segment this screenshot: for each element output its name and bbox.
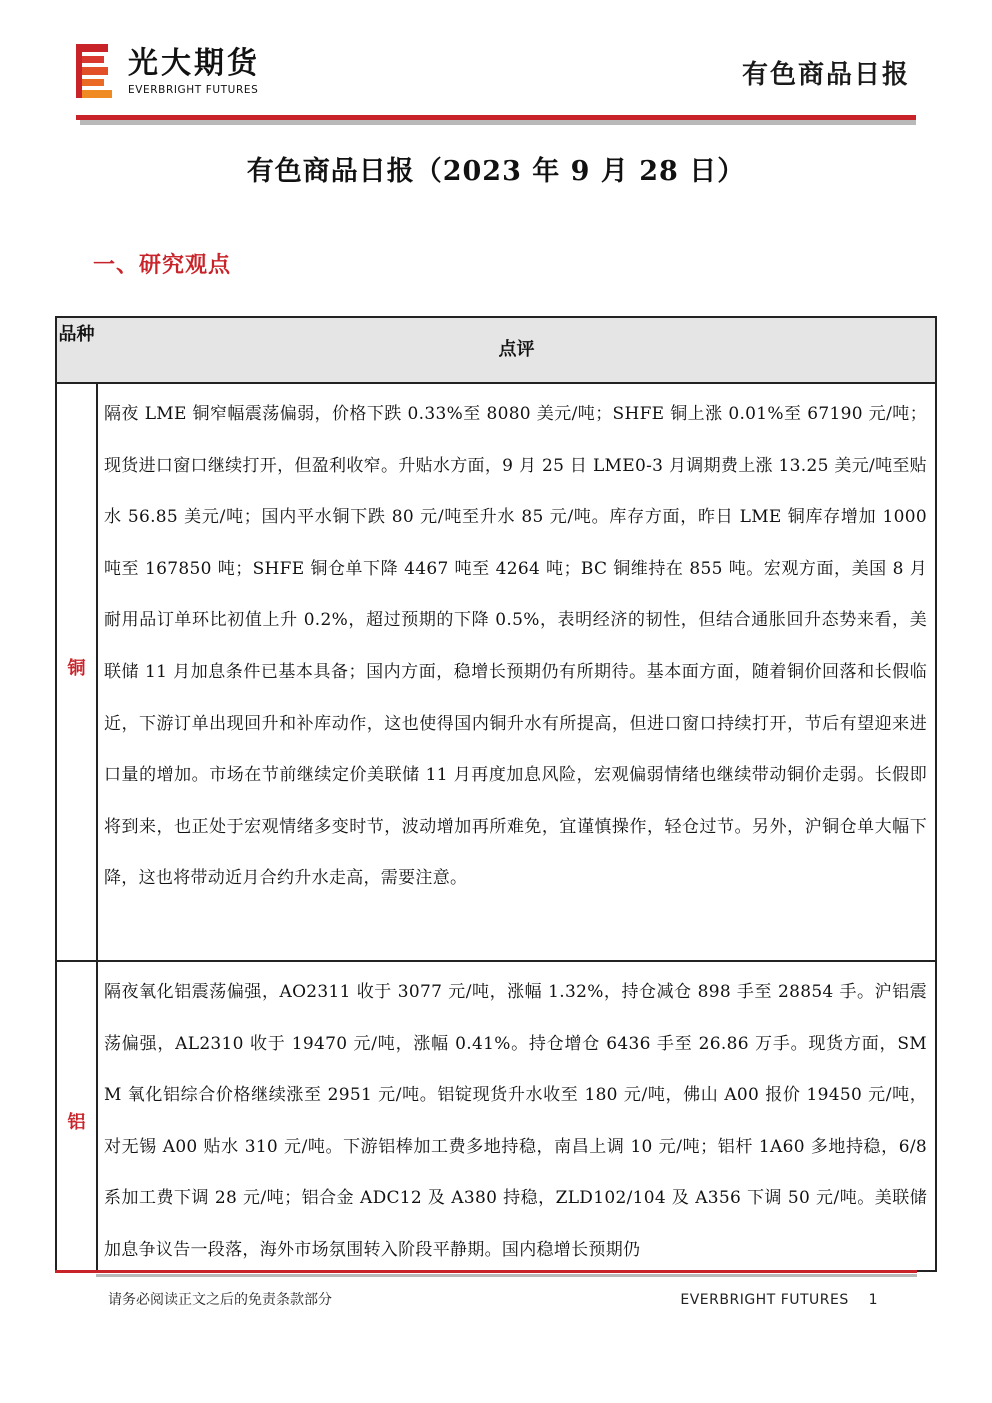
footer-brand: EVERBRIGHT FUTURES [680,1292,849,1308]
logo-chinese-name: 光大期货 [128,46,260,81]
variety-label-aluminum: 铝 [67,1112,86,1133]
header-report-name: 有色商品日报 [741,60,910,90]
research-table [55,316,937,1272]
footer-disclaimer: 请务必阅读正文之后的免责条款部分 [108,1292,332,1308]
document-title: 有色商品日报（2023 年 9 月 28 日） [246,156,746,187]
logo-english-name: EVERBRIGHT FUTURES [128,84,259,96]
aluminum-comment: 隔夜氧化铝震荡偏强，AO2311 收于 3077 元/吨，涨幅 1.32%，持仓减仓 898 手至 28854 手。沪铝震荡偏强，AL2310 收于 19470 元/吨，涨幅 0.41%。持仓增仓 6436 手至 26.86 万手。现货方面，SMM 氧化铝综合价格继续涨至 2951 元/吨。铝锭现货升水收至 180 元/吨，佛山 A00 报价 19450 元/吨，对无锡 A00 贴水 310 元/吨。下游铝棒加工费多地持稳，南昌上调 10 元/吨；铝杆 1A60 多地持稳，6/8 系加工费下调 28 元/吨；铝合金 ADC12 及 A380 持稳，ZLD102/104 及 A356 下调 50 元/吨。美联储加息争议告一段落，海外市场氛围转入阶段平静期。国内稳增长预期仍 [104,982,927,1260]
header-comment: 点评 [498,339,535,360]
footer-divider-shadow [96,1274,917,1277]
variety-label-copper: 铜 [67,658,86,679]
page-number: 1 [868,1292,878,1308]
footer-divider [55,1270,917,1273]
table-row-copper [57,384,935,962]
table-row-aluminum [57,962,935,1272]
copper-comment: 隔夜 LME 铜窄幅震荡偏弱，价格下跌 0.33%至 8080 美元/吨；SHFE 铜上涨 0.01%至 67190 元/吨；现货进口窗口继续打开，但盈利收窄。升贴水方面，9 月 25 日 LME0-3 月调期费上涨 13.25 美元/吨至贴水 56.85 美元/吨；国内平水铜下跌 80 元/吨至升水 85 元/吨。库存方面，昨日 LME 铜库存增加 1000 吨至 167850 吨；SHFE 铜仓单下降 4467 吨至 4264 吨；BC 铜维持在 855 吨。宏观方面，美国 8 月耐用品订单环比初值上升 0.2%，超过预期的下降 0.5%，表明经济的韧性，但结合通胀回升态势来看，美联储 11 月加息条件已基本具备；国内方面，稳增长预期仍有所期待。基本面方面，随着铜价回落和长假临近，下游订单出现回升和补库动作，这也使得国内铜升水有所提高，但进口窗口持续打开，节后有望迎来进口量的增加。市场在节前继续定价美联储 11 月再度加息风险，宏观偏弱情绪也继续带动铜价走弱。长假即将到来，也正处于宏观情绪多变时节，波动增加再所难免，宜谨慎操作，轻仓过节。另外，沪铜仓单大幅下降，这也将带动近月合约升水走高，需要注意。 [104,404,928,889]
header-divider-shadow [80,120,916,125]
table-header-row [57,318,935,384]
header-variety: 品种 [58,324,95,345]
section-heading: 一、研究观点 [93,252,232,278]
footer-brand-page [680,1290,878,1310]
company-logo [76,44,286,98]
everbright-logo-icon [76,44,116,98]
